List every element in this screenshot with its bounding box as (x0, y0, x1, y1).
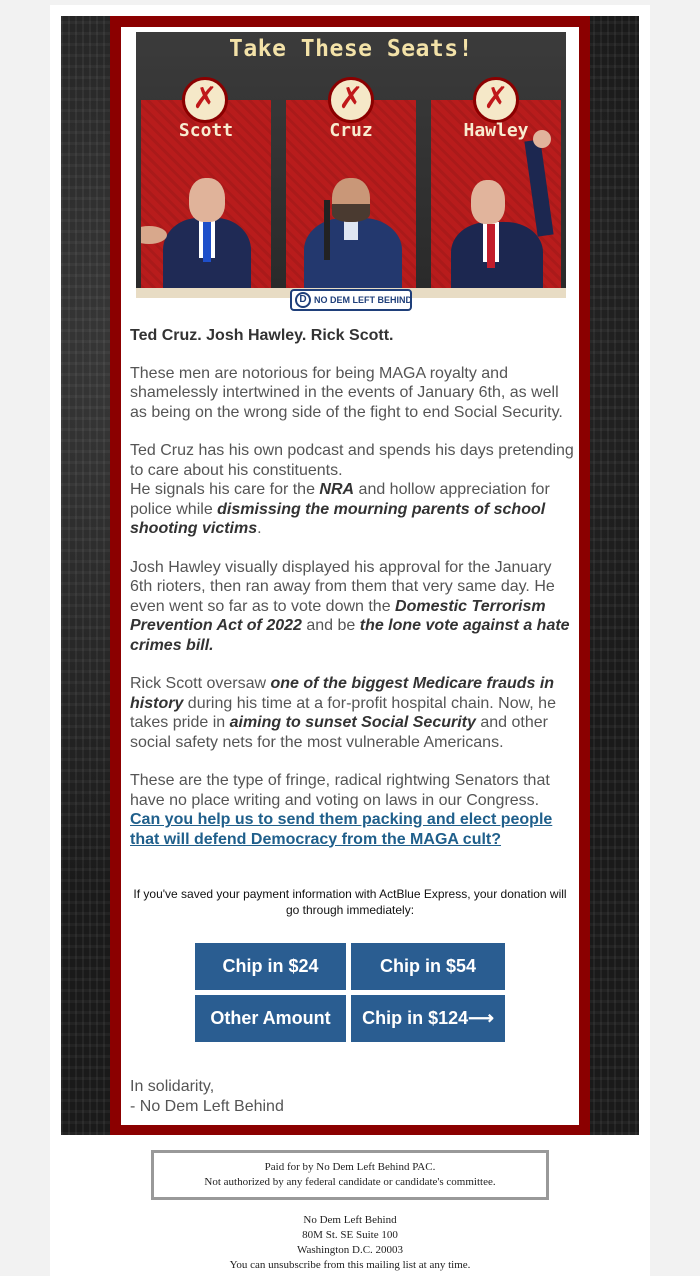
cruz-text-b: He signals his care for the (130, 481, 320, 498)
signoff-line-1: In solidarity, (130, 1078, 215, 1095)
hawley-raised-arm (524, 139, 553, 236)
cruz-end: . (257, 520, 262, 537)
panel-label-hawley: Hawley (463, 120, 529, 141)
chip-in-124-button[interactable]: Chip in $124⟶ (351, 995, 505, 1042)
street-address: 80M St. SE Suite 100 (302, 1229, 398, 1241)
paragraph-scott (130, 674, 575, 752)
email-body (130, 326, 575, 868)
scott-text-c: and other social safety nets for the most vulnerable Americans. (130, 714, 548, 751)
panel-label-scott: Scott (178, 120, 234, 141)
logo-text: NO DEM LEFT BEHIND (314, 295, 412, 305)
chip-in-54-button[interactable]: Chip in $54 (351, 943, 505, 990)
scott-text-b: during his time at a for-profit hospital chain. Now, he takes pride in (130, 694, 556, 731)
other-amount-button[interactable]: Other Amount (195, 995, 346, 1042)
hawley-emphasis-2: the lone vote against a hate crimes bill. (130, 617, 570, 654)
cruz-text-c: and hollow appreciation for police while (130, 481, 550, 518)
x-mark-icon: ✗ (473, 77, 519, 123)
cruz-beard (332, 204, 370, 222)
brand-logo (290, 289, 412, 311)
chip-in-24-button[interactable]: Chip in $24 (195, 943, 346, 990)
lead-line: Ted Cruz. Josh Hawley. Rick Scott. (130, 327, 394, 344)
x-mark-icon: ✗ (328, 77, 374, 123)
hawley-text-a: Josh Hawley visually displayed his approval for the January 6th rioters, then ran away from them that very same day. He even went so far as to vote down the (130, 558, 555, 615)
paid-for-disclaimer (151, 1150, 549, 1200)
scott-tie (203, 220, 211, 262)
paragraph-maga: These men are notorious for being MAGA royalty and shamelessly intertwined in the events of January 6th, as well as being on the wrong side of the fight to end Social Security. (130, 364, 563, 421)
hawley-text-b: and be (301, 617, 360, 634)
cruz-nra: NRA (319, 481, 355, 498)
hawley-emphasis-1: Domestic Terrorism Prevention Act of 2022 (130, 597, 546, 634)
city-zip: Washington D.C. 20003 (296, 1244, 404, 1256)
paragraph-closing (130, 771, 575, 849)
scott-emphasis-2: aiming to sunset Social Security (229, 714, 476, 731)
logo-d-icon: D (295, 292, 311, 308)
scott-text-a: Rick Scott oversaw (130, 675, 271, 692)
unsubscribe-text: You can unsubscribe from this mailing list at any time. (229, 1259, 471, 1271)
actblue-express-note: If you've saved your payment information with ActBlue Express, your donation will go through immediately: (133, 887, 567, 917)
signoff (130, 1077, 570, 1116)
hero-image (136, 32, 566, 305)
scott-head (189, 178, 225, 222)
closing-text: These are the type of fringe, radical rightwing Senators that have no place writing and voting on laws in our Congress. (130, 772, 550, 809)
hero-title: Take These Seats! (229, 36, 473, 62)
org-name: No Dem Left Behind (303, 1214, 397, 1226)
x-mark-icon: ✗ (182, 77, 228, 123)
paragraph-hawley (130, 558, 575, 656)
paid-by-text: Paid for by No Dem Left Behind PAC. (264, 1161, 436, 1173)
cruz-emphasis: dismissing the mourning parents of school shooting victims (130, 500, 546, 537)
hawley-tie (487, 224, 495, 268)
scott-emphasis-1: one of the biggest Medicare frauds in history (130, 675, 555, 712)
hawley-head (471, 180, 505, 224)
signoff-line-2: - No Dem Left Behind (130, 1097, 284, 1115)
not-authorized-text: Not authorized by any federal candidate or candidate's committee. (204, 1176, 496, 1188)
donate-cta-link[interactable]: Can you help us to send them packing and elect people that will defend Democracy from the MAGA cult? (130, 811, 553, 848)
panel-label-cruz: Cruz (329, 120, 373, 141)
mailing-address (150, 1213, 550, 1273)
paragraph-cruz (130, 441, 575, 539)
cruz-text-a: Ted Cruz has his own podcast and spends his days pretending to care about his constituents. (130, 442, 574, 479)
cruz-microphone (324, 200, 330, 260)
